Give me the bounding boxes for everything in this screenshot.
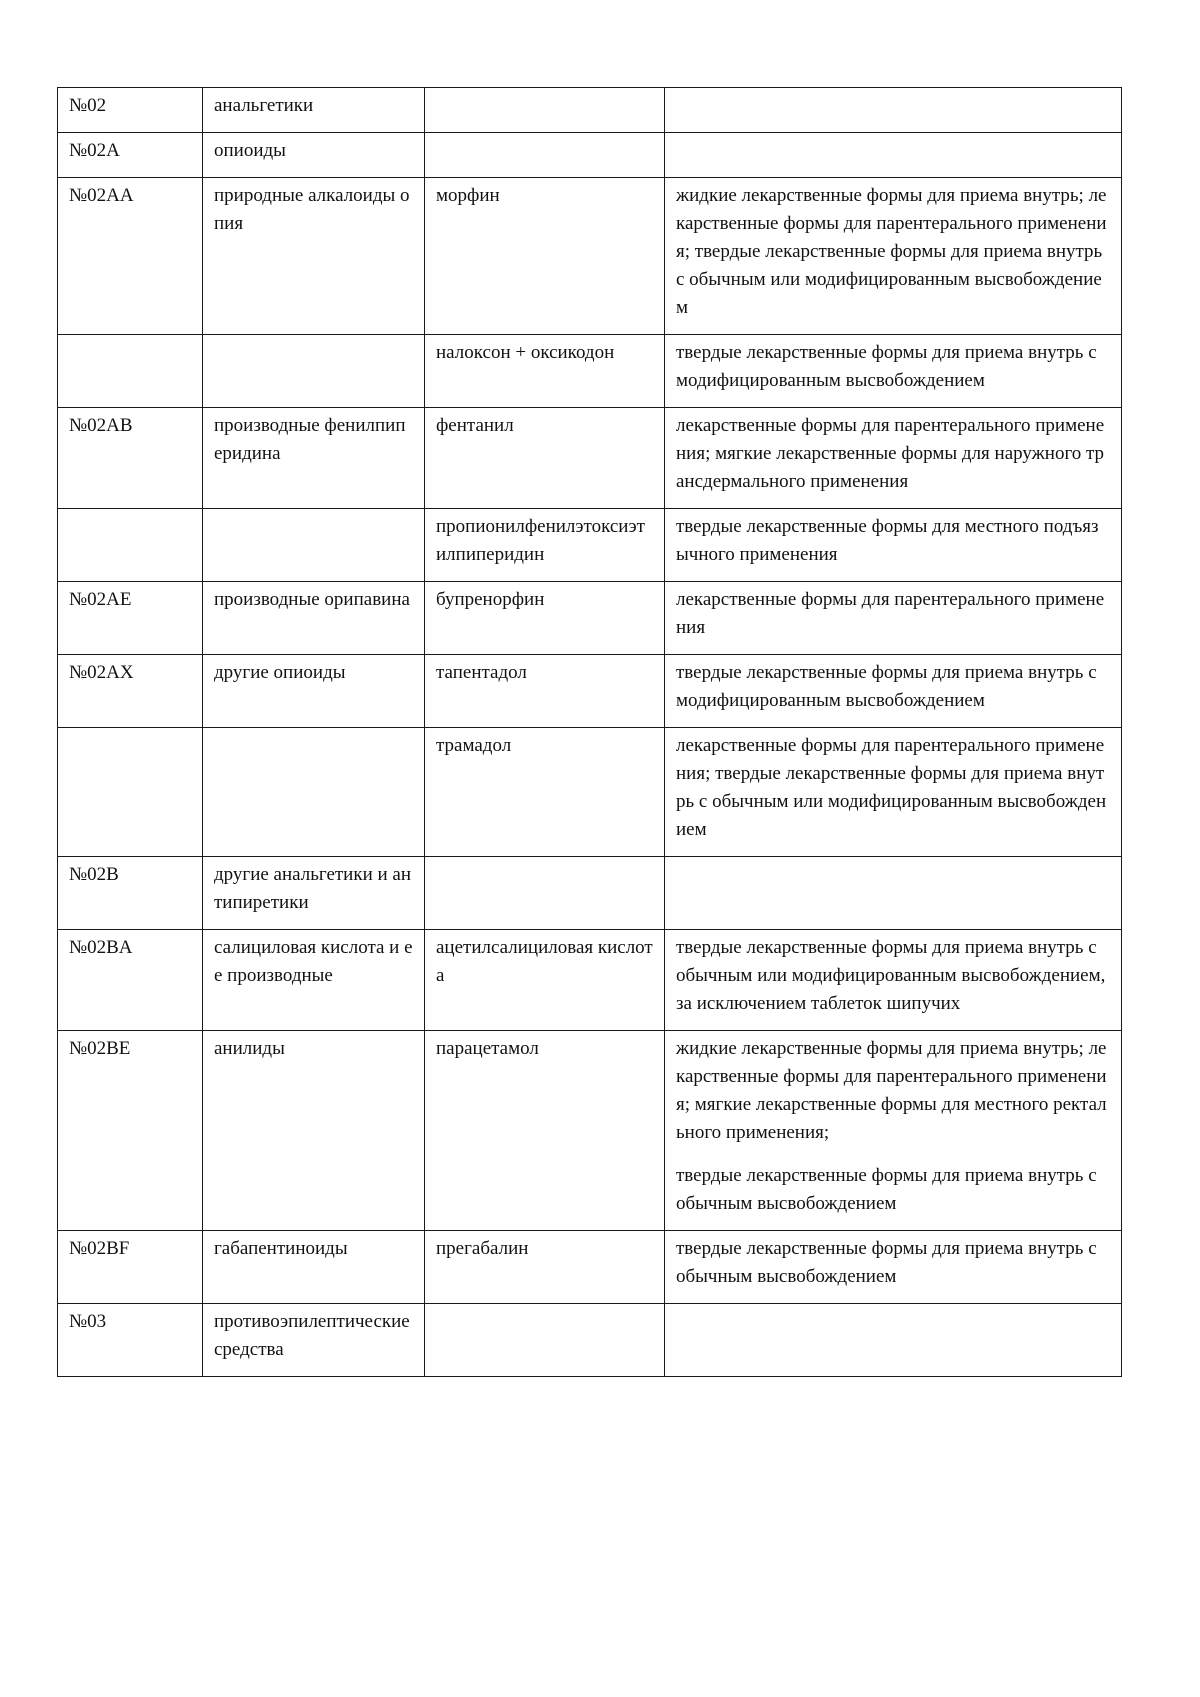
atc-code-cell: №02BA [58,930,203,1031]
atc-code-cell: №02 [58,88,203,133]
table-row [58,857,1122,930]
group-cell: анальгетики [203,88,425,133]
forms-cell [665,1231,1122,1304]
forms-cell [665,335,1122,408]
drug-cell: бупренорфин [425,582,665,655]
group-cell [203,728,425,857]
forms-cell [665,728,1122,857]
drug-cell: прегабалин [425,1231,665,1304]
group-cell: противоэпилептические средства [203,1304,425,1377]
forms-cell [665,178,1122,335]
forms-cell [665,857,1122,930]
drug-cell: тапентадол [425,655,665,728]
group-cell: габапентиноиды [203,1231,425,1304]
group-cell: производные орипавина [203,582,425,655]
forms-text: лекарственные формы для парентерального применения; твердые лекарственные формы для приема внутрь с обычным или модифицированным высвобождением [676,735,1107,840]
atc-code-cell: №02AB [58,408,203,509]
table-row [58,408,1122,509]
drug-cell: фентанил [425,408,665,509]
atc-code-cell: №02B [58,857,203,930]
drug-cell: ацетилсалициловая кислота [425,930,665,1031]
drug-cell: пропионилфенилэтоксиэтилпиперидин [425,509,665,582]
forms-cell [665,88,1122,133]
forms-text: твердые лекарственные формы для приема внутрь с обычным или модифицированным высвобождением, за исключением таблеток шипучих [676,937,1106,1014]
table-row [58,1304,1122,1377]
forms-text: твердые лекарственные формы для приема внутрь с обычным высвобождением [676,1238,1097,1287]
forms-cell [665,1031,1122,1231]
forms-cell [665,509,1122,582]
forms-text: твердые лекарственные формы для приема внутрь с модифицированным высвобождением [676,342,1097,391]
drug-cell: трамадол [425,728,665,857]
forms-text: лекарственные формы для парентерального применения [676,589,1105,638]
drug-cell [425,857,665,930]
group-cell: другие опиоиды [203,655,425,728]
forms-cell [665,1304,1122,1377]
atc-code-cell: №02AE [58,582,203,655]
group-cell [203,509,425,582]
drug-classification-table [57,87,1122,1377]
drug-cell [425,1304,665,1377]
drug-cell: морфин [425,178,665,335]
atc-code-cell: №02AX [58,655,203,728]
group-cell: опиоиды [203,133,425,178]
forms-cell [665,655,1122,728]
table-row [58,335,1122,408]
forms-cell [665,582,1122,655]
atc-code-cell: №02A [58,133,203,178]
atc-code-cell [58,728,203,857]
drug-cell [425,88,665,133]
table-row [58,1031,1122,1231]
forms-text: твердые лекарственные формы для приема внутрь с обычным высвобождением [676,1165,1097,1214]
group-cell: салициловая кислота и ее производные [203,930,425,1031]
group-cell: анилиды [203,1031,425,1231]
table-row [58,930,1122,1031]
atc-code-cell: №02BE [58,1031,203,1231]
table-row [58,582,1122,655]
forms-text: жидкие лекарственные формы для приема внутрь; лекарственные формы для парентерального применения; мягкие лекарственные формы для местного ректального применения; [676,1038,1107,1143]
forms-text: лекарственные формы для парентерального применения; мягкие лекарственные формы для наружного трансдермального применения [676,415,1105,492]
table-row [58,178,1122,335]
group-cell: производные фенилпиперидина [203,408,425,509]
atc-code-cell [58,335,203,408]
drug-cell: налоксон + оксикодон [425,335,665,408]
table-body [58,88,1122,1377]
forms-text: твердые лекарственные формы для местного подъязычного применения [676,516,1099,565]
atc-code-cell: №02BF [58,1231,203,1304]
forms-text: твердые лекарственные формы для приема внутрь с модифицированным высвобождением [676,662,1097,711]
drug-cell [425,133,665,178]
group-cell [203,335,425,408]
forms-cell [665,133,1122,178]
group-cell: природные алкалоиды опия [203,178,425,335]
table-row [58,728,1122,857]
atc-code-cell: №02AA [58,178,203,335]
table-row [58,1231,1122,1304]
table-row [58,88,1122,133]
table-row [58,655,1122,728]
group-cell: другие анальгетики и антипиретики [203,857,425,930]
atc-code-cell [58,509,203,582]
forms-cell [665,408,1122,509]
table-row [58,509,1122,582]
forms-text: жидкие лекарственные формы для приема внутрь; лекарственные формы для парентерального применения; твердые лекарственные формы для приема внутрь с обычным или модифицированным высвобождением [676,185,1107,318]
atc-code-cell: №03 [58,1304,203,1377]
forms-cell [665,930,1122,1031]
drug-cell: парацетамол [425,1031,665,1231]
table-row [58,133,1122,178]
